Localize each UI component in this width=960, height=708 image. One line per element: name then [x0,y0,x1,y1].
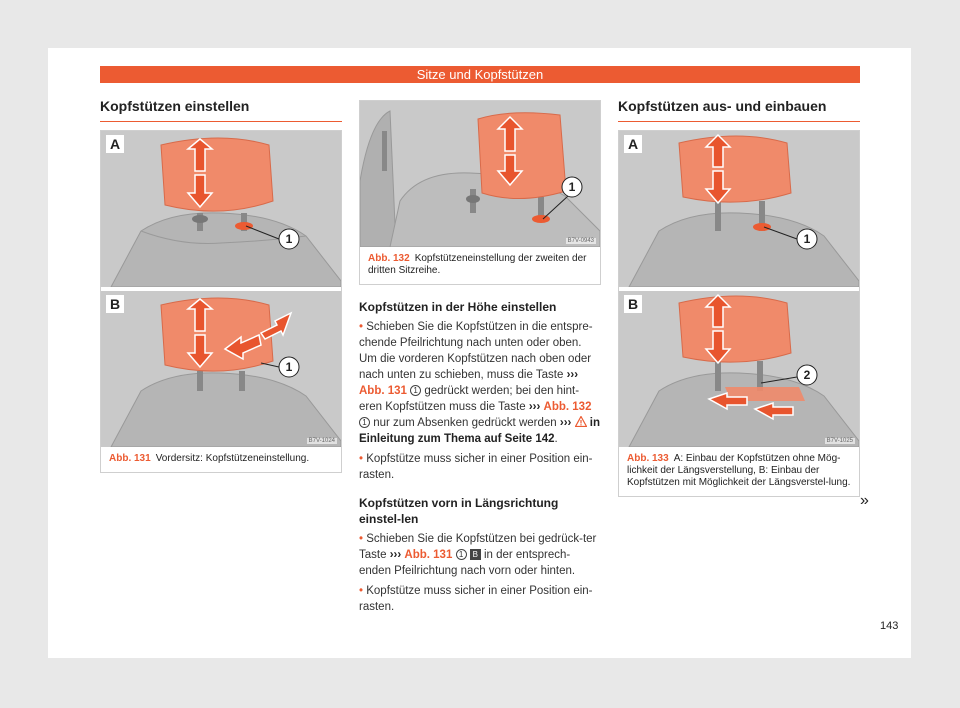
figure-133-panel-b [619,291,859,447]
panel-letter-b: B [624,295,642,313]
warning-reference-link[interactable]: in Einleitung zum Thema auf Seite 142 [359,417,601,445]
column-2 [359,100,601,615]
figure-133-panel-a [619,131,859,287]
marker-1: 1 [285,360,293,374]
figure-reference-link[interactable]: Abb. 132 [543,401,592,413]
column-1 [100,98,342,473]
seat-illustration-a [619,131,859,287]
figure-131-panel-a [101,131,341,287]
figure-133-caption [619,447,859,496]
seat-illustration-b [101,291,341,447]
figure-131-caption [101,447,341,472]
figure-reference-link[interactable]: Abb. 131 [404,549,453,561]
continue-marker: » [860,492,869,509]
figure-code: B7V-1025 [826,438,853,444]
bullet-dot: • [359,321,364,333]
subheading-longitudinal: Kopfstützen vorn in Längsrichtung einstel-len [359,496,559,526]
seat-illustration-b [619,291,859,447]
figure-132-panel [360,101,600,247]
page-number: 143 [880,620,899,632]
paragraph-lock-2: • Kopfstütze muss sicher in einer Position ein-rasten. [359,585,593,613]
figure-label: Abb. 132 [368,253,410,264]
caption-text: Vordersitz: Kopfstützeneinstellung. [155,453,310,464]
figure-132 [359,100,601,285]
caption-text: Kopfstützeneinstellung der zweiten der dritten Sitzreihe. [368,253,587,276]
callout-letter: B [470,549,481,560]
panel-letter-a: A [624,135,642,153]
marker-1: 1 [803,232,811,246]
panel-letter-b: B [106,295,124,313]
marker-1: 1 [568,180,576,194]
section-title-remove-install: Kopfstützen aus- und einbauen [618,98,860,122]
body-text [359,299,601,615]
callout-number: 1 [359,417,370,428]
figure-label: Abb. 131 [109,453,151,464]
section-title-adjust: Kopfstützen einstellen [100,98,342,122]
subheading-height: Kopfstützen in der Höhe einstellen [359,300,557,314]
figure-131 [100,130,342,473]
marker-1: 1 [285,232,293,246]
figure-label: Abb. 133 [627,453,669,464]
column-3 [618,98,860,497]
warning-icon [575,417,587,429]
figure-reference-link[interactable]: Abb. 131 [359,385,407,397]
figure-131-panel-b [101,291,341,447]
figure-code: B7V-1024 [308,438,335,444]
paragraph-lock: • Kopfstütze muss sicher in einer Position ein-rasten. [359,453,593,481]
paragraph-longitudinal-adjust: • Schieben Sie die Kopfstützen bei gedrück-ter Taste ››› Abb. 131 1 B in der entsprech-enden Pfeilrichtung nach vorn oder hinten. [359,533,597,577]
seat-illustration-a [101,131,341,287]
chapter-header: Sitze und Kopfstützen [100,66,860,83]
rear-seat-illustration [360,101,600,247]
figure-132-caption [360,247,600,284]
paragraph-height-adjust: • Schieben Sie die Kopfstützen in die entspre-chende Pfeilrichtung nach unten oder oben. Um die vorderen Kopfstützen nach oben oder nach unten zu schieben, muss die Taste ››› Abb. 131 1 gedrückt werden; bei den hint-eren Kopfstützen muss die Taste ››› Abb. 132 1 nur zum Absenken gedrückt werden ››› in Einleitung zum Thema auf Seite 142. [359,321,601,445]
figure-code: B7V-0943 [567,238,594,244]
marker-2: 2 [803,368,811,382]
panel-letter-a: A [106,135,124,153]
callout-number: 1 [456,549,467,560]
caption-text: A: Einbau der Kopfstützen ohne Mög-lichkeit der Längsverstellung, B: Einbau der Kopfstützen mit Möglichkeit der Längsverstel-lung. [627,453,851,488]
callout-number: 1 [410,385,421,396]
figure-133 [618,130,860,497]
